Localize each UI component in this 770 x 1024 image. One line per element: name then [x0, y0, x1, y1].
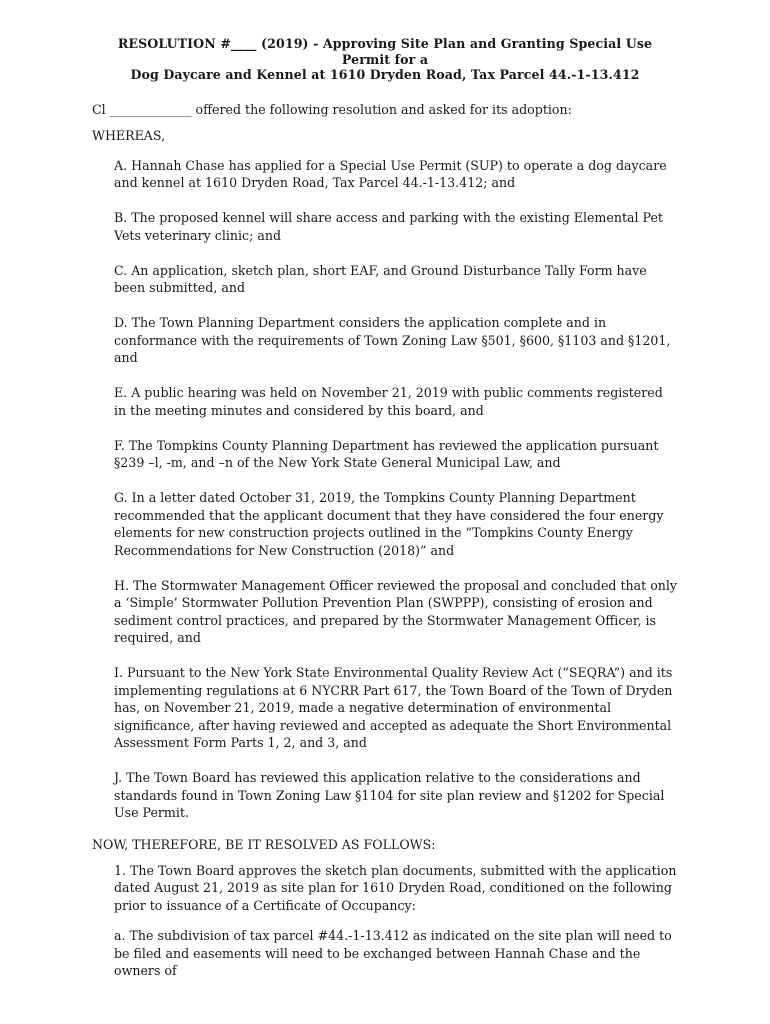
- resolved-item-1a: a. The subdivision of tax parcel #44.-1-13.412 as indicated on the site plan will need to be filed and easements will need to be exchanged between Hannah Chase and the owners of: [114, 928, 672, 978]
- whereas-item-j: J. The Town Board has reviewed this application relative to the considerations and standards found in Town Zoning Law §1104 for site plan review and §1202 for Special Use Permit.: [114, 770, 665, 820]
- whereas-item-g: G. In a letter dated October 31, 2019, the Tompkins County Planning Department recommended that the applicant document that they have considered the four energy elements for new construction projects outlined in the “Tompkins County Energy Recommendations for New Construction (2018)” and: [114, 490, 664, 558]
- whereas-label: WHEREAS,: [92, 128, 166, 143]
- whereas-item-i: I. Pursuant to the New York State Environmental Quality Review Act (“SEQRA”) and its implementing regulations at 6 NYCRR Part 617, the Town Board of the Town of Dryden has, on November 21, 2019, made a negative determination of environmental significance, after having reviewed and accepted as adequate the Short Environmental Assessment Form Parts 1, 2, and 3, and: [114, 665, 673, 750]
- resolution-title: [92, 36, 678, 83]
- resolved-label: NOW, THEREFORE, BE IT RESOLVED AS FOLLOWS:: [92, 837, 436, 852]
- whereas-item-b: B. The proposed kennel will share access and parking with the existing Elemental Pet Vets veterinary clinic; and: [114, 210, 663, 243]
- whereas-item-f: F. The Tompkins County Planning Department has reviewed the application pursuant §239 –l, -m, and –n of the New York State General Municipal Law, and: [114, 437, 659, 470]
- whereas-item-c: C. An application, sketch plan, short EAF, and Ground Disturbance Tally Form have been submitted, and: [114, 262, 647, 295]
- intro-paragraph: Cl _____________ offered the following resolution and asked for its adoption:: [92, 101, 572, 117]
- whereas-item-a: A. Hannah Chase has applied for a Special Use Permit (SUP) to operate a dog daycare and kennel at 1610 Dryden Road, Tax Parcel 44.-1-13.412; and: [114, 157, 667, 190]
- whereas-item-h: H. The Stormwater Management Officer reviewed the proposal and concluded that only a ‘Simple’ Stormwater Pollution Prevention Plan (SWPPP), consisting of erosion and sediment control practices, and prepared by the Stormwater Management Officer, is required, and: [114, 577, 678, 645]
- title-line-2: Dog Daycare and Kennel at 1610 Dryden Road, Tax Parcel 44.-1-13.412: [130, 67, 640, 82]
- title-line-1: RESOLUTION #____ (2019) - Approving Site Plan and Granting Special Use Permit for a: [117, 36, 653, 67]
- whereas-item-d: D. The Town Planning Department considers the application complete and in conformance with the requirements of Town Zoning Law §501, §600, §1103 and §1201, and: [114, 315, 671, 365]
- resolved-item-1: 1. The Town Board approves the sketch plan documents, submitted with the application dated August 21, 2019 as site plan for 1610 Dryden Road, conditioned on the following prior to issuance of a Certificate of Occupancy:: [114, 862, 677, 913]
- whereas-item-e: E. A public hearing was held on November 21, 2019 with public comments registered in the meeting minutes and considered by this board, and: [114, 385, 663, 418]
